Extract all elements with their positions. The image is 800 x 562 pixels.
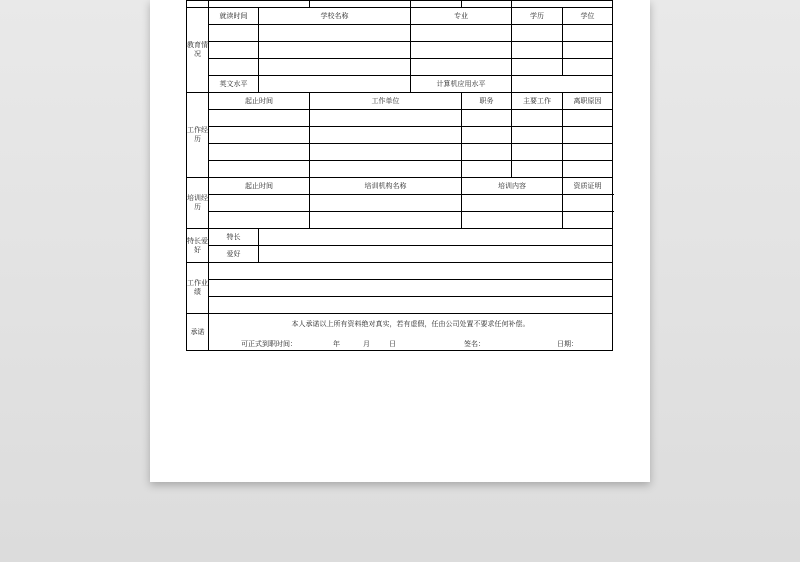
pledge-content (209, 314, 612, 350)
pledge-row (187, 314, 613, 351)
education-row (187, 25, 613, 42)
education-header: 专业 (411, 8, 512, 25)
training-row (187, 212, 613, 229)
education-cell[interactable] (259, 59, 411, 76)
training-header: 起止时间 (209, 178, 310, 195)
date-label: 日期： (557, 340, 578, 348)
education-header: 学校名称 (259, 8, 411, 25)
work-cell[interactable] (209, 110, 310, 127)
education-cell[interactable] (563, 59, 613, 76)
training-cell[interactable] (310, 212, 462, 229)
education-cell[interactable] (259, 42, 411, 59)
training-cell[interactable] (209, 195, 310, 212)
training-cell[interactable] (563, 195, 613, 212)
education-cell[interactable] (209, 42, 259, 59)
previous-row (187, 1, 613, 8)
education-cell[interactable] (563, 42, 613, 59)
start-year-label: 年 (333, 340, 340, 348)
work-cell[interactable] (462, 144, 512, 161)
training-row (187, 195, 613, 212)
work-cell[interactable] (310, 144, 462, 161)
education-cell[interactable] (512, 59, 563, 76)
work-cell[interactable] (563, 144, 613, 161)
work-cell[interactable] (310, 161, 462, 178)
specialty-row (187, 229, 613, 246)
work-header-row (187, 93, 613, 110)
start-date-label: 可正式到职时间： (241, 340, 297, 348)
education-cell[interactable] (411, 59, 512, 76)
training-cell[interactable] (462, 212, 563, 229)
education-cell[interactable] (563, 25, 613, 42)
work-cell[interactable] (209, 144, 310, 161)
work-cell[interactable] (209, 161, 310, 178)
work-cell[interactable] (462, 110, 512, 127)
education-section-label: 教育情况 (187, 8, 209, 93)
computer-level-label: 计算机应用水平 (411, 76, 512, 93)
work-cell[interactable] (512, 161, 563, 178)
education-header: 就读时间 (209, 8, 259, 25)
work-cell[interactable] (563, 110, 613, 127)
training-header: 资质证明 (563, 178, 613, 195)
work-cell[interactable] (462, 127, 512, 144)
education-cell[interactable] (209, 25, 259, 42)
pledge-statement: 本人承诺以上所有资料绝对真实，若有虚假，任由公司处置不要求任何补偿。 (291, 320, 530, 328)
education-header: 学位 (563, 8, 613, 25)
start-day-label: 日 (389, 340, 396, 348)
hobby-field[interactable] (259, 246, 613, 263)
work-row (187, 161, 613, 178)
work-header: 主要工作 (512, 93, 563, 110)
education-row (187, 42, 613, 59)
work-row (187, 144, 613, 161)
work-cell[interactable] (563, 127, 613, 144)
work-cell[interactable] (209, 127, 310, 144)
work-header: 离职原因 (563, 93, 613, 110)
training-cell[interactable] (209, 212, 310, 229)
work-cell[interactable] (512, 144, 563, 161)
work-header: 起止时间 (209, 93, 310, 110)
start-month-label: 月 (363, 340, 370, 348)
document-page (150, 0, 650, 482)
work-cell[interactable] (310, 110, 462, 127)
education-header: 学历 (512, 8, 563, 25)
hobby-label: 爱好 (209, 246, 259, 263)
performance-field[interactable] (209, 280, 613, 297)
skills-section-label: 特长爱好 (187, 229, 209, 263)
performance-field[interactable] (209, 297, 613, 314)
training-header: 培训机构名称 (310, 178, 462, 195)
signature-line (209, 340, 612, 349)
training-cell[interactable] (462, 195, 563, 212)
specialty-field[interactable] (259, 229, 613, 246)
education-cell[interactable] (512, 42, 563, 59)
work-cell[interactable] (310, 127, 462, 144)
education-cell[interactable] (512, 25, 563, 42)
training-header-row (187, 178, 613, 195)
work-cell[interactable] (462, 161, 512, 178)
work-cell[interactable] (512, 127, 563, 144)
work-row (187, 110, 613, 127)
training-cell[interactable] (310, 195, 462, 212)
work-row (187, 127, 613, 144)
education-cell[interactable] (411, 25, 512, 42)
work-header: 工作单位 (310, 93, 462, 110)
performance-section-label: 工作业绩 (187, 263, 209, 314)
english-level-label: 英文水平 (209, 76, 259, 93)
pledge-section-label: 承诺 (187, 314, 209, 351)
performance-field[interactable] (209, 263, 613, 280)
education-row (187, 59, 613, 76)
language-computer-row (187, 76, 613, 93)
education-header-row (187, 8, 613, 25)
english-level-field[interactable] (259, 76, 411, 93)
education-cell[interactable] (209, 59, 259, 76)
computer-level-field[interactable] (512, 76, 613, 93)
specialty-label: 特长 (209, 229, 259, 246)
performance-row (187, 263, 613, 280)
pledge-cell (209, 314, 613, 351)
hobby-row (187, 246, 613, 263)
education-cell[interactable] (411, 42, 512, 59)
training-header: 培训内容 (462, 178, 563, 195)
education-cell[interactable] (259, 25, 411, 42)
work-section-label: 工作经历 (187, 93, 209, 178)
performance-row (187, 280, 613, 297)
work-cell[interactable] (563, 161, 613, 178)
signature-label: 签名： (464, 340, 485, 348)
performance-row (187, 297, 613, 314)
work-header: 职务 (462, 93, 512, 110)
training-section-label: 培训经历 (187, 178, 209, 229)
work-cell[interactable] (512, 110, 563, 127)
training-cell[interactable] (563, 212, 613, 229)
employment-form (186, 0, 612, 351)
form-table (186, 0, 613, 351)
